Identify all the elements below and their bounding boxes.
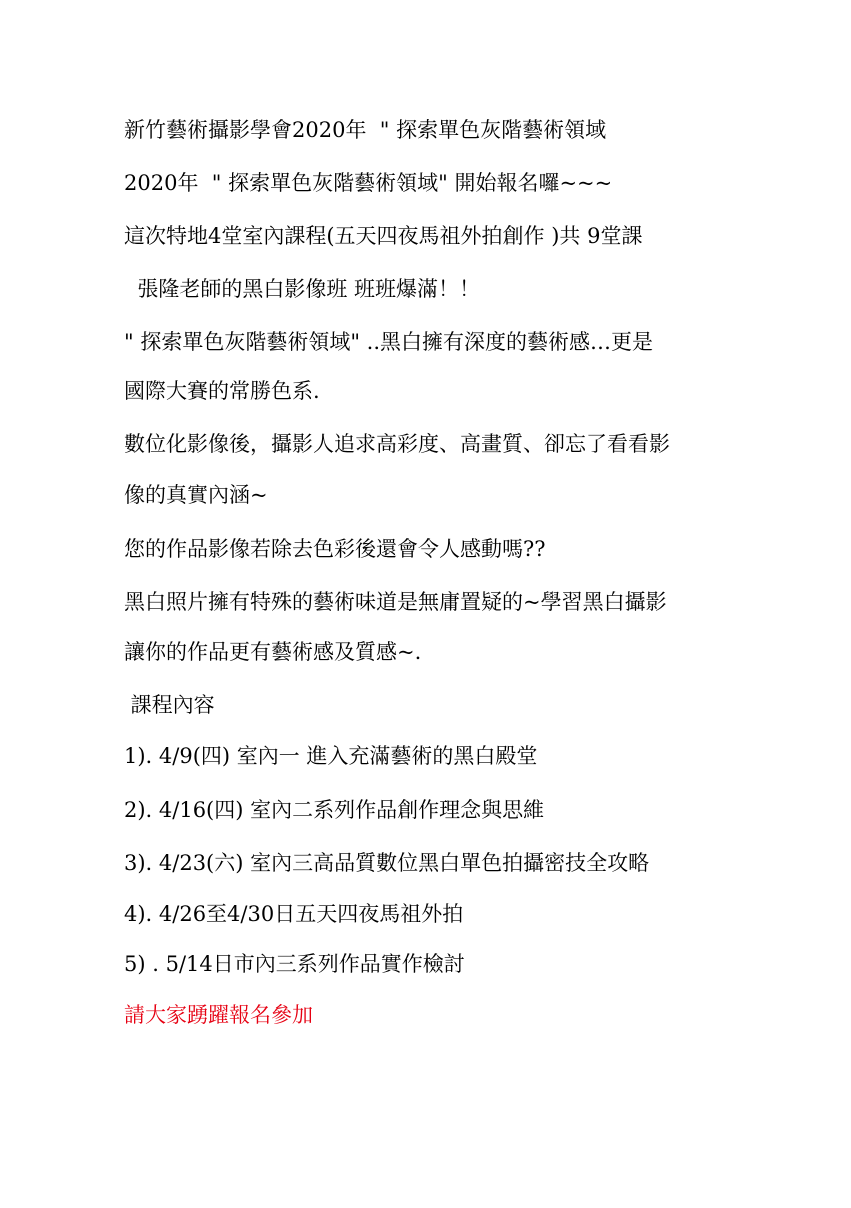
schedule-item: 1). 4/9(四) 室內一 進入充滿藝術的黑白殿堂 [124, 744, 538, 768]
course-summary-line: 這次特地4堂室內課程(五天四夜馬祖外拍創作 )共 9堂課 [124, 224, 643, 248]
course-content-heading: 課程內容 [124, 693, 215, 717]
body-text-line: " 探索單色灰階藝術領域" ..黑白擁有深度的藝術感…更是 [124, 330, 654, 354]
body-text-line: 數位化影像後，攝影人追求高彩度、高畫質、卻忘了看看影 [124, 432, 670, 456]
schedule-item: 4). 4/26至4/30日五天四夜馬祖外拍 [124, 902, 464, 926]
body-text-line: 黑白照片擁有特殊的藝術味道是無庸置疑的~學習黑白攝影 [124, 590, 667, 614]
heading-line: 新竹藝術攝影學會2020年 " 探索單色灰階藝術領域 [124, 118, 607, 142]
schedule-item: 5) . 5/14日市內三系列作品實作檢討 [124, 952, 465, 976]
body-text-line: 像的真實內涵~ [124, 483, 268, 507]
body-text-line: 您的作品影像若除去色彩後還會令人感動嗎?? [124, 537, 546, 561]
call-to-action: 請大家踴躍報名參加 [124, 1003, 313, 1027]
body-text-line: 國際大賽的常勝色系. [124, 379, 320, 403]
teacher-line: 張隆老師的黑白影像班 班班爆滿！！ [124, 277, 481, 301]
body-text-line: 讓你的作品更有藝術感及質感~. [124, 640, 422, 664]
schedule-item: 2). 4/16(四) 室內二系列作品創作理念與思維 [124, 798, 545, 822]
schedule-item: 3). 4/23(六) 室內三高品質數位黑白單色拍攝密技全攻略 [124, 851, 650, 875]
registration-line: 2020年 " 探索單色灰階藝術領域" 開始報名囉~~~ [124, 171, 613, 195]
